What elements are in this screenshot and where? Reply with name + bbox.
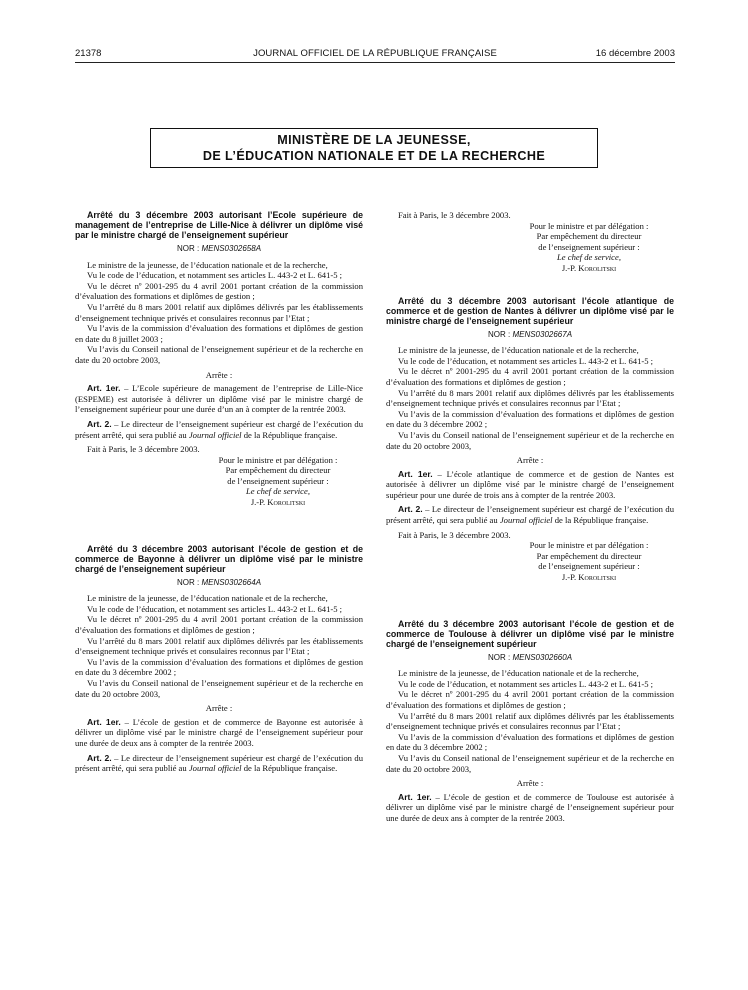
signature-place-date: Fait à Paris, le 3 décembre 2003.	[398, 210, 511, 220]
ministry-heading-box	[150, 128, 598, 168]
visa-code: Vu le code de l’éducation, et notamment ses articles L. 443-2 et L. 641-5 ;	[87, 603, 343, 614]
arrete-bayonne	[75, 544, 363, 774]
signatory-name: J.-P. Korolitski	[561, 572, 617, 583]
running-header	[75, 48, 675, 62]
article-1: Art. 1er. – L’école de gestion et de commerce de Toulouse est autorisée à délivrer un diplôme visé par le ministre chargé de l’enseignement supérieur pour une durée de deux ans à compter de la rentrée 2003.	[386, 791, 674, 823]
issue-date: 16 décembre 2003	[595, 48, 675, 59]
signature-block: Pour le ministre et par délégation : Par empêchement du directeur de l’enseignement supérieur : J.-P. Korolitski	[514, 540, 664, 582]
right-column	[386, 210, 674, 824]
article-2: Art. 2. – Le directeur de l’enseignement supérieur est chargé de l’exécution du présent arrêté, qui sera publié au Journal officiel de la République française.	[75, 418, 364, 440]
arrete-label: Arrête :	[205, 703, 233, 714]
header-rule	[75, 62, 675, 63]
preamble-minister: Le ministre de la jeunesse, de l’éducation nationale et de la recherche,	[398, 668, 639, 679]
ministry-line-1: MINISTÈRE DE LA JEUNESSE,	[277, 133, 471, 147]
arrete-label: Arrête :	[516, 455, 544, 466]
article-1: Art. 1er. – L’école atlantique de commerce et de gestion de Nantes est autorisée à délivrer un diplôme visé par le ministre chargé de l’enseignement supérieur pour une durée de trois ans à compter de la rentrée 2003.	[386, 468, 674, 500]
arrete-label: Arrête :	[205, 369, 233, 380]
signature-block: Pour le ministre et par délégation : Par empêchement du directeur de l’enseignement supérieur : Le chef de service, J.-P. Korolitski	[203, 455, 353, 508]
visa-arrete: Vu l’arrêté du 8 mars 2001 relatif aux diplômes délivrés par les établissements d’enseignement technique privés et consulaires reconnus par l’Etat ;	[386, 710, 674, 732]
arrete-title: Arrêté du 3 décembre 2003 autorisant l’Ecole supérieure de management de l’entreprise de Lille-Nice à délivrer un diplôme visé par le ministre chargé de l’enseignement supérieur	[75, 210, 363, 240]
nor-reference: NOR : MENS0302664A	[176, 577, 262, 587]
nor-reference: NOR : MENS0302658A	[176, 244, 262, 253]
visa-code: Vu le code de l’éducation, et notamment ses articles L. 443-2 et L. 641-5 ;	[398, 355, 654, 366]
arrete-title: Arrêté du 3 décembre 2003 autorisant l’école de gestion et de commerce de Toulouse à délivrer un diplôme visé par le ministre chargé de l’enseignement supérieur	[386, 618, 674, 649]
visa-decret: Vu le décret nº 2001-295 du 4 avril 2001 portant création de la commission d’évaluation des formations et diplômes de gestion ;	[386, 366, 674, 387]
arrete-bayonne-continued	[386, 210, 674, 274]
preamble-minister: Le ministre de la jeunesse, de l’éducation nationale et de la recherche,	[398, 345, 639, 356]
visa-arrete: Vu l’arrêté du 8 mars 2001 relatif aux diplômes délivrés par les établissements d’enseignement technique privés et consulaires reconnus par l’Etat ;	[75, 635, 363, 657]
ministry-line-2: DE L’ÉDUCATION NATIONALE ET DE LA RECHERCHE	[202, 149, 546, 163]
article-1: Art. 1er. – L’Ecole supérieure de management de l’entreprise de Lille-Nice (ESPEME) est autorisée à délivrer un diplôme visé par le ministre chargé de l’enseignement supérieur pour une durée d’un an à compter de la rentrée 2003.	[75, 383, 363, 415]
signature-place-date: Fait à Paris, le 3 décembre 2003.	[398, 529, 511, 540]
visa-decret: Vu le décret nº 2001-295 du 4 avril 2001 portant création de la commission d’évaluation des formations et diplômes de gestion ;	[75, 280, 363, 302]
visa-decret: Vu le décret nº 2001-295 du 4 avril 2001 portant création de la commission d’évaluation des formations et diplômes de gestion ;	[75, 614, 363, 636]
journal-title: JOURNAL OFFICIEL DE LA RÉPUBLIQUE FRANÇAISE	[253, 48, 497, 59]
arrete-toulouse	[386, 619, 674, 824]
visa-decret: Vu le décret nº 2001-295 du 4 avril 2001 portant création de la commission d’évaluation des formations et diplômes de gestion ;	[386, 689, 674, 710]
visa-commission: Vu l’avis de la commission d’évaluation des formations et diplômes de gestion en date du 3 décembre 2002 ;	[386, 408, 674, 430]
preamble-minister: Le ministre de la jeunesse, de l’éducation nationale et de la recherche,	[87, 593, 328, 604]
visa-conseil: Vu l’avis du Conseil national de l’enseignement supérieur et de la recherche en date du 20 octobre 2003,	[386, 429, 674, 451]
arrete-title: Arrêté du 3 décembre 2003 autorisant l’école atlantique de commerce et de gestion de Nantes à délivrer un diplôme visé par le ministre chargé de l’enseignement supérieur	[386, 295, 674, 326]
article-2: Art. 2. – Le directeur de l’enseignement supérieur est chargé de l’exécution du présent arrêté, qui sera publié au Journal officiel de la République française.	[386, 504, 675, 526]
visa-conseil: Vu l’avis du Conseil national de l’enseignement supérieur et de la recherche en date du 20 octobre 2003,	[75, 344, 363, 365]
page-number: 21378	[75, 48, 102, 59]
article-2: Art. 2. – Le directeur de l’enseignement supérieur est chargé de l’exécution du présent arrêté, qui sera publié au Journal officiel de la République française.	[75, 752, 364, 774]
signatory-name: J.-P. Korolitski	[561, 262, 617, 273]
arrete-label: Arrête :	[516, 778, 544, 789]
left-column	[75, 210, 363, 774]
arrete-nantes	[386, 296, 674, 583]
nor-reference: NOR : MENS0302667A	[487, 329, 573, 339]
visa-code: Vu le code de l’éducation, et notamment ses articles L. 443-2 et L. 641-5 ;	[87, 270, 343, 281]
visa-arrete: Vu l’arrêté du 8 mars 2001 relatif aux diplômes délivrés par les établissements d’enseignement technique privés et consulaires reconnus par l’Etat ;	[75, 301, 363, 323]
article-1: Art. 1er. – L’école de gestion et de commerce de Bayonne est autorisée à délivrer un diplôme visé par le ministre chargé de l’enseignement supérieur pour une durée de deux ans à compter de la rentrée 2003.	[75, 716, 363, 748]
visa-arrete: Vu l’arrêté du 8 mars 2001 relatif aux diplômes délivrés par les établissements d’enseignement technique privés et consulaires reconnus par l’Etat ;	[386, 387, 674, 409]
arrete-lille-nice	[75, 210, 363, 508]
visa-commission: Vu l’avis de la commission d’évaluation des formations et diplômes de gestion en date du 3 décembre 2002 ;	[75, 656, 363, 678]
nor-reference: NOR : MENS0302660A	[487, 652, 573, 662]
signature-place-date: Fait à Paris, le 3 décembre 2003.	[87, 444, 200, 455]
visa-commission: Vu l’avis de la commission d’évaluation des formations et diplômes de gestion en date du 3 décembre 2002 ;	[386, 731, 674, 753]
visa-commission: Vu l’avis de la commission d’évaluation des formations et diplômes de gestion en date du 8 juillet 2003 ;	[75, 323, 363, 344]
signatory-name: J.-P. Korolitski	[250, 497, 306, 508]
preamble-minister: Le ministre de la jeunesse, de l’éducation nationale et de la recherche,	[87, 259, 328, 270]
visa-conseil: Vu l’avis du Conseil national de l’enseignement supérieur et de la recherche en date du 20 octobre 2003,	[386, 752, 674, 774]
visa-conseil: Vu l’avis du Conseil national de l’enseignement supérieur et de la recherche en date du 20 octobre 2003,	[75, 678, 363, 699]
visa-code: Vu le code de l’éducation, et notamment ses articles L. 443-2 et L. 641-5 ;	[398, 678, 654, 689]
signature-block: Pour le ministre et par délégation : Par empêchement du directeur de l’enseignement supérieur : Le chef de service, J.-P. Korolitski	[514, 221, 664, 274]
arrete-title: Arrêté du 3 décembre 2003 autorisant l’école de gestion et de commerce de Bayonne à délivrer un diplôme visé par le ministre chargé de l’enseignement supérieur	[75, 543, 363, 574]
